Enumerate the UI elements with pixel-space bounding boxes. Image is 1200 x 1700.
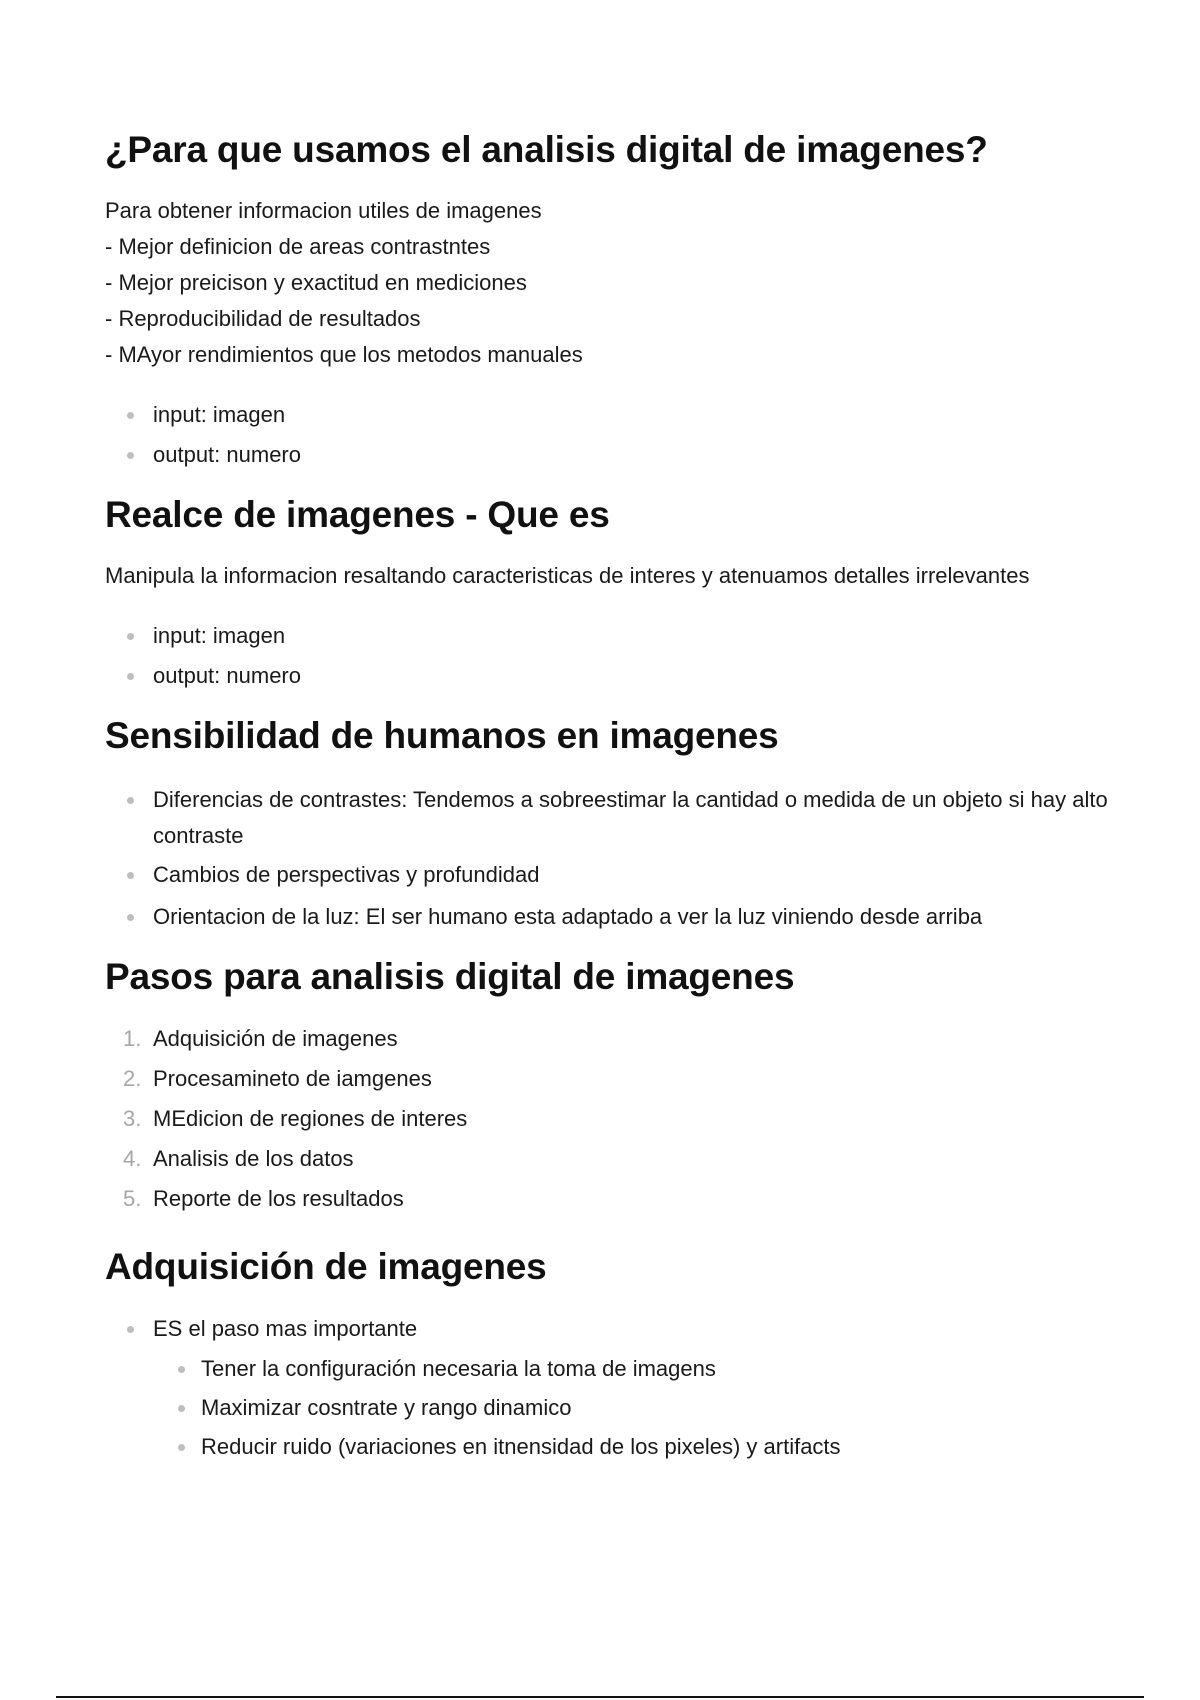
section-paragraph [105,193,1135,373]
bullet-dot-icon [127,452,134,459]
list-item-text: MEdicion de regiones de interes [153,1106,468,1131]
list-item-text: output: numero [153,663,301,688]
bullet-list [105,397,1135,473]
list-item-text: Tener la configuración necesaria la toma de imagens [201,1356,716,1381]
bullet-dot-icon [127,673,134,680]
bullet-dot-icon [127,797,134,804]
section-paragraph [105,558,1135,594]
list-item [105,1351,1135,1387]
list-item [105,437,1135,473]
list-item [105,857,1135,893]
list-item [105,1181,1135,1217]
list-item-text: Adquisición de imagenes [153,1026,398,1051]
list-item-text: ES el paso mas importante [153,1316,418,1341]
bullet-dot-icon [127,914,134,921]
paragraph-line: - Mejor preicison y exactitud en mediciones [105,270,527,295]
list-number: 5. [123,1186,142,1211]
list-item-text: input: imagen [153,402,286,427]
list-item-text: Procesamineto de iamgenes [153,1066,432,1091]
paragraph-line: - Mejor definicion de areas contrastntes [105,234,491,259]
section-heading-para-que: ¿Para que usamos el analisis digital de imagenes? [105,129,988,170]
list-item-text: output: numero [153,442,301,467]
list-item [105,1311,1135,1347]
paragraph-line: Manipula la informacion resaltando caracteristicas de interes y atenuamos detalles irrelevantes [105,563,1030,588]
list-item-text: Cambios de perspectivas y profundidad [153,862,540,887]
paragraph-line: - MAyor rendimientos que los metodos manuales [105,342,583,367]
list-item [105,618,1135,654]
bullet-list [105,618,1135,694]
list-item [105,1101,1135,1137]
document-page [105,128,1135,1465]
bullet-dot-icon [127,1326,134,1333]
list-item [105,1429,1135,1465]
bullet-dot-icon [178,1405,185,1412]
section-heading-pasos: Pasos para analisis digital de imagenes [105,956,795,997]
list-item [105,397,1135,433]
list-item [105,1021,1135,1057]
list-item-text: Analisis de los datos [153,1146,354,1171]
list-item-text: Orientacion de la luz: El ser humano esta adaptado a ver la luz viniendo desde arriba [153,904,983,929]
list-item-text: Diferencias de contrastes: Tendemos a sobreestimar la cantidad o medida de un objeto si hay alto contraste [153,787,1108,848]
bullet-dot-icon [127,633,134,640]
list-number: 4. [123,1146,142,1171]
nested-bullet-list [105,1351,1135,1465]
list-item [105,1061,1135,1097]
section-heading-realce: Realce de imagenes - Que es [105,494,610,535]
page-bottom-rule [56,1696,1144,1698]
paragraph-line: - Reproducibilidad de resultados [105,306,421,331]
list-item [105,899,1135,935]
list-item-text: Maximizar cosntrate y rango dinamico [201,1395,572,1420]
list-item-text: Reporte de los resultados [153,1186,404,1211]
list-item [105,658,1135,694]
bullet-list [105,782,1135,935]
list-number: 2. [123,1066,142,1091]
list-item-text: Reducir ruido (variaciones en itnensidad de los pixeles) y artifacts [201,1434,841,1459]
bullet-dot-icon [178,1444,185,1451]
list-number: 1. [123,1026,142,1051]
paragraph-line: Para obtener informacion utiles de imagenes [105,198,542,223]
list-item [105,1141,1135,1177]
bullet-dot-icon [178,1366,185,1373]
list-item-text: input: imagen [153,623,286,648]
section-heading-sensibilidad: Sensibilidad de humanos en imagenes [105,715,779,756]
list-item [105,782,1135,854]
bullet-dot-icon [127,872,134,879]
section-heading-adquisicion: Adquisición de imagenes [105,1246,547,1287]
numbered-list [105,1021,1135,1217]
bullet-list [105,1311,1135,1347]
list-item [105,1390,1135,1426]
bullet-dot-icon [127,412,134,419]
list-number: 3. [123,1106,142,1131]
